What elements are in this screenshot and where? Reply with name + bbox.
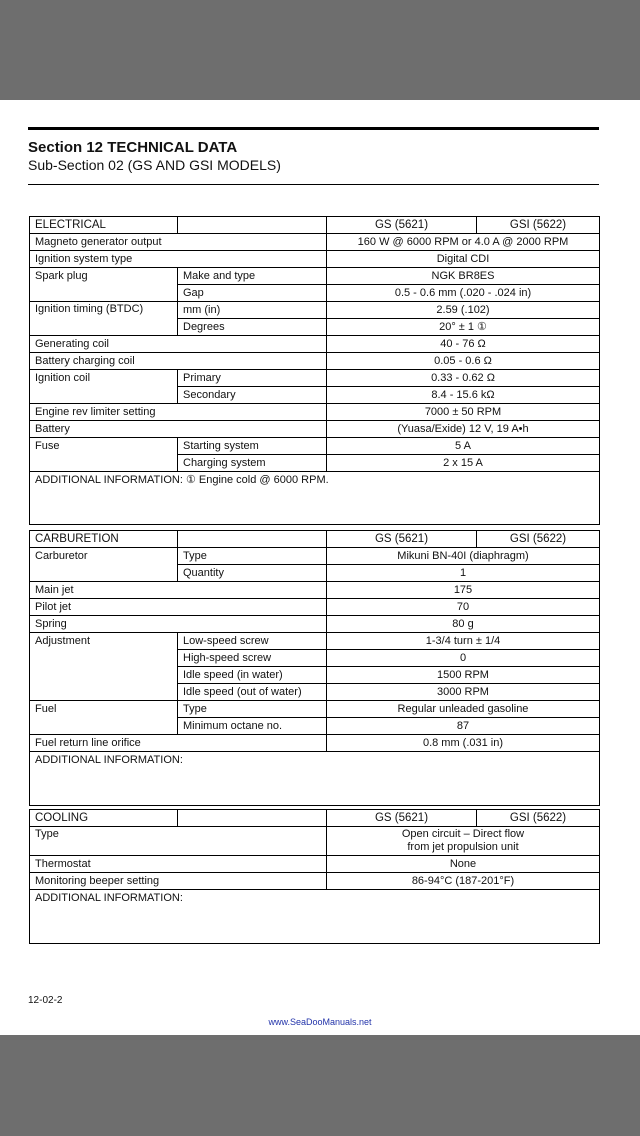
cooling-table xyxy=(29,809,599,944)
spec-value: NGK BR8ES xyxy=(327,268,600,285)
spec-sublabel: Idle speed (out of water) xyxy=(178,684,327,701)
spec-value: 2 x 15 A xyxy=(327,455,600,472)
spec-label: Ignition coil xyxy=(30,370,178,404)
spec-value: Digital CDI xyxy=(327,251,600,268)
spec-label: Battery charging coil xyxy=(30,353,327,370)
spec-label: Ignition system type xyxy=(30,251,327,268)
spec-label: Pilot jet xyxy=(30,599,327,616)
additional-info: ADDITIONAL INFORMATION: xyxy=(30,752,600,806)
col-gsi: GSI (5622) xyxy=(477,531,600,548)
spec-value: 80 g xyxy=(327,616,600,633)
spec-label: Adjustment xyxy=(30,633,178,701)
spec-label: Ignition timing (BTDC) xyxy=(30,302,178,336)
electrical-table xyxy=(29,216,599,525)
spec-label: Fuel return line orifice xyxy=(30,735,327,752)
col-gs: GS (5621) xyxy=(327,810,477,827)
spec-label: Spark plug xyxy=(30,268,178,302)
cooling-title: COOLING xyxy=(30,810,178,827)
spec-value: 70 xyxy=(327,599,600,616)
spec-value xyxy=(327,827,600,856)
spec-sublabel: Type xyxy=(178,701,327,718)
spec-sublabel: mm (in) xyxy=(178,302,327,319)
header-rule xyxy=(28,184,599,185)
spec-label: Thermostat xyxy=(30,856,327,873)
spec-value: Mikuni BN-40I (diaphragm) xyxy=(327,548,600,565)
spec-value: 5 A xyxy=(327,438,600,455)
carburetion-table xyxy=(29,530,599,806)
cooling-type-line2: from jet propulsion unit xyxy=(407,841,519,853)
spec-sublabel: Primary xyxy=(178,370,327,387)
spec-value: 20° ± 1 ① xyxy=(327,319,600,336)
spec-value: 87 xyxy=(327,718,600,735)
spec-value: 2.59 (.102) xyxy=(327,302,600,319)
spec-sublabel: Minimum octane no. xyxy=(178,718,327,735)
spec-label: Battery xyxy=(30,421,327,438)
spec-label: Monitoring beeper setting xyxy=(30,873,327,890)
spec-value: 40 - 76 Ω xyxy=(327,336,600,353)
spec-sublabel: Idle speed (in water) xyxy=(178,667,327,684)
col-gs: GS (5621) xyxy=(327,531,477,548)
spec-value: Regular unleaded gasoline xyxy=(327,701,600,718)
electrical-title: ELECTRICAL xyxy=(30,217,178,234)
spec-value: 0 xyxy=(327,650,600,667)
spec-value: 0.05 - 0.6 Ω xyxy=(327,353,600,370)
spec-value: 0.5 - 0.6 mm (.020 - .024 in) xyxy=(327,285,600,302)
spec-value: 0.33 - 0.62 Ω xyxy=(327,370,600,387)
col-gs: GS (5621) xyxy=(327,217,477,234)
spec-label: Spring xyxy=(30,616,327,633)
col-gsi: GSI (5622) xyxy=(477,217,600,234)
top-rule xyxy=(28,127,599,130)
spec-sublabel: Degrees xyxy=(178,319,327,336)
spec-value: (Yuasa/Exide) 12 V, 19 A•h xyxy=(327,421,600,438)
spec-value: 86-94°C (187-201°F) xyxy=(327,873,600,890)
cooling-type-line1: Open circuit – Direct flow xyxy=(401,828,525,840)
spec-label: Magneto generator output xyxy=(30,234,327,251)
spec-sublabel: High-speed screw xyxy=(178,650,327,667)
spec-value: 3000 RPM xyxy=(327,684,600,701)
website-link[interactable]: www.SeaDooManuals.net xyxy=(268,1017,372,1027)
spec-value: 1500 RPM xyxy=(327,667,600,684)
spec-label: Main jet xyxy=(30,582,327,599)
spec-value: 175 xyxy=(327,582,600,599)
spec-sublabel: Charging system xyxy=(178,455,327,472)
additional-info: ADDITIONAL INFORMATION: ① Engine cold @ 6000 RPM. xyxy=(30,472,600,525)
spec-value: 1 xyxy=(327,565,600,582)
spec-value: 8.4 - 15.6 kΩ xyxy=(327,387,600,404)
spec-sublabel: Low-speed screw xyxy=(178,633,327,650)
spec-sublabel: Make and type xyxy=(178,268,327,285)
additional-info: ADDITIONAL INFORMATION: xyxy=(30,890,600,944)
spec-value: 7000 ± 50 RPM xyxy=(327,404,600,421)
spec-value: 160 W @ 6000 RPM or 4.0 A @ 2000 RPM xyxy=(327,234,600,251)
spec-label: Engine rev limiter setting xyxy=(30,404,327,421)
spec-sublabel: Secondary xyxy=(178,387,327,404)
page-number: 12-02-2 xyxy=(28,995,63,1006)
spec-sublabel: Starting system xyxy=(178,438,327,455)
spec-label: Fuse xyxy=(30,438,178,472)
section-title: Section 12 TECHNICAL DATA xyxy=(28,139,238,156)
subsection-title: Sub-Section 02 (GS AND GSI MODELS) xyxy=(28,157,281,173)
carburetion-title: CARBURETION xyxy=(30,531,178,548)
spec-sublabel: Type xyxy=(178,548,327,565)
spec-label: Type xyxy=(30,827,327,856)
spec-value: None xyxy=(327,856,600,873)
manual-page xyxy=(0,100,640,1035)
spec-label: Fuel xyxy=(30,701,178,735)
col-gsi: GSI (5622) xyxy=(477,810,600,827)
spec-value: 1-3/4 turn ± 1/4 xyxy=(327,633,600,650)
spec-sublabel: Quantity xyxy=(178,565,327,582)
spec-sublabel: Gap xyxy=(178,285,327,302)
spec-label: Generating coil xyxy=(30,336,327,353)
spec-label: Carburetor xyxy=(30,548,178,582)
spec-value: 0.8 mm (.031 in) xyxy=(327,735,600,752)
